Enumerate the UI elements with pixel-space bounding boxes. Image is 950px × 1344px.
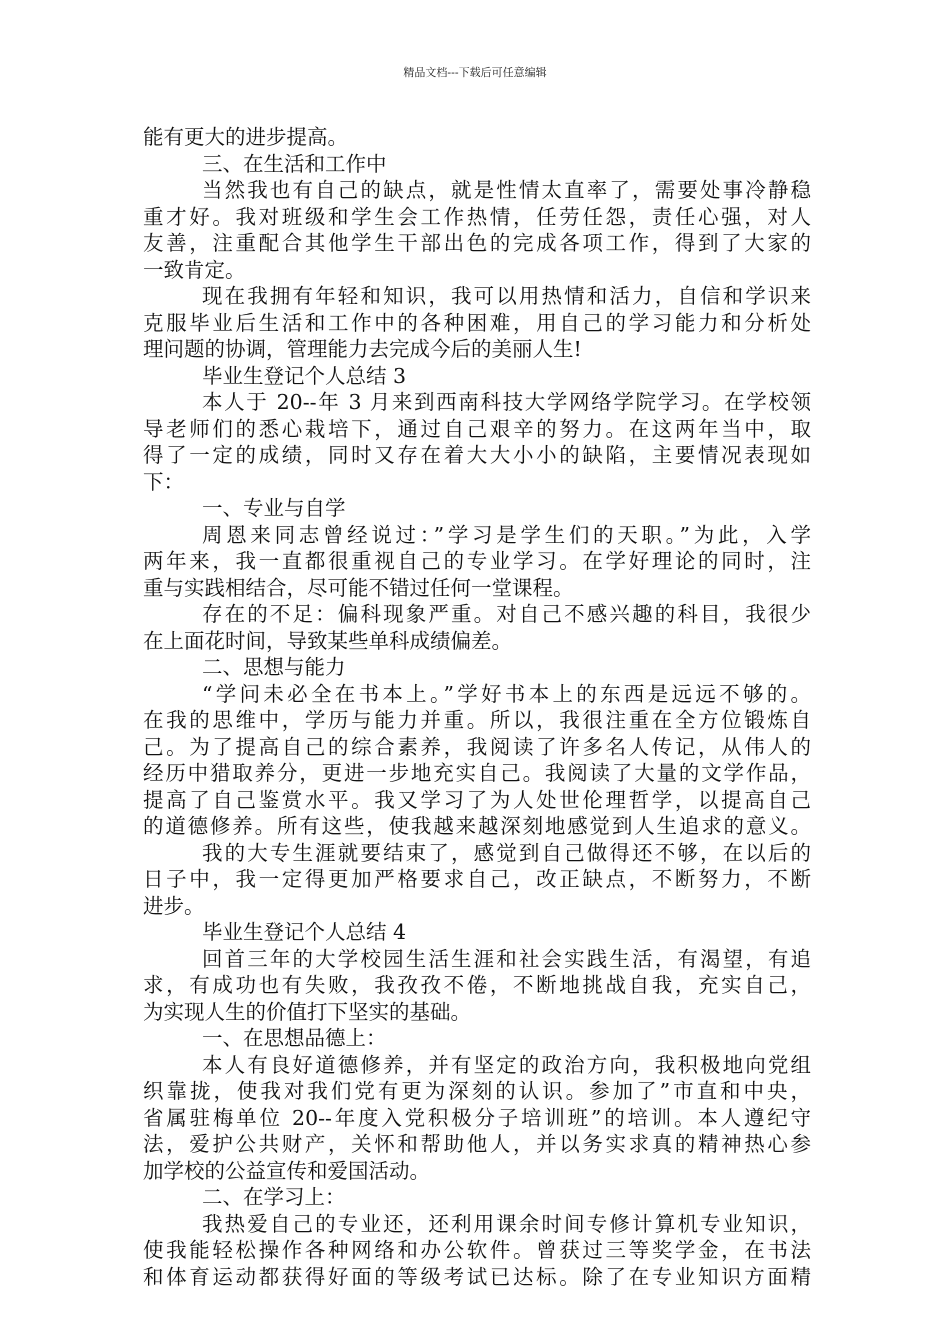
text-line: 省属驻梅单位 20--年度入党积极分子培训班”的培训。本人遵纪守 <box>143 1105 811 1130</box>
text-line: 当然我也有自己的缺点，就是性情太直率了，需要处事冷静稳 <box>202 178 811 202</box>
text-line: 二、思想与能力 <box>202 655 346 679</box>
document-body <box>143 124 811 1290</box>
text-line: 使我能轻松操作各种网络和办公软件。曾获过三等奖学金，在书法 <box>143 1238 811 1262</box>
text-line: 经历中猎取养分，更进一步地充实自己。我阅读了大量的文学作品， <box>143 761 811 785</box>
text-line: 两年来，我一直都很重视自己的专业学习。在学好理论的同时，注 <box>143 549 811 573</box>
text-line: 织靠拢，使我对我们党有更为深刻的认识。参加了”市直和中央， <box>143 1079 811 1103</box>
text-line: 周恩来同志曾经说过：”学习是学生们的天职。”为此，入学 <box>202 522 811 547</box>
text-line: 为实现人生的价值打下坚实的基础。 <box>143 999 471 1024</box>
text-line: 在我的思维中，学历与能力并重。所以，我很注重在全方位锻炼自 <box>143 708 811 732</box>
text-line: 加学校的公益宣传和爱国活动。 <box>143 1158 430 1183</box>
text-line: “学问未必全在书本上。”学好书本上的东西是远远不够的。 <box>202 681 811 706</box>
text-line: 回首三年的大学校园生活生涯和社会实践生活，有渴望，有追 <box>202 946 811 971</box>
text-line: 本人于 20--年 3 月来到西南科技大学网络学院学习。在学校领 <box>202 390 811 414</box>
text-line: 本人有良好道德修养，并有坚定的政治方向，我积极地向党组 <box>202 1052 811 1077</box>
text-line: 重才好。我对班级和学生会工作热情，任劳任怨，责任心强，对人 <box>143 204 811 229</box>
text-line: 友善，注重配合其他学生干部出色的完成各项工作，得到了大家的 <box>143 231 811 255</box>
text-line: 克服毕业后生活和工作中的各种困难，用自己的学习能力和分析处 <box>143 310 811 335</box>
text-line: 毕业生登记个人总结 4 <box>202 920 407 944</box>
text-line: 存在的不足：偏科现象严重。对自己不感兴趣的科目，我很少 <box>202 602 811 626</box>
text-line: 己。为了提高自己的综合素养，我阅读了许多名人传记，从伟人的 <box>143 734 811 759</box>
text-line: 导老师们的悉心栽培下，通过自己艰辛的努力。在这两年当中，取 <box>143 416 811 441</box>
text-line: 进步。 <box>143 893 205 918</box>
text-line: 我热爱自己的专业还，还利用课余时间专修计算机专业知识， <box>202 1211 811 1236</box>
text-line: 毕业生登记个人总结 3 <box>202 363 407 388</box>
text-line: 理问题的协调，管理能力去完成今后的美丽人生! <box>143 337 582 361</box>
text-line: 得了一定的成绩，同时又存在着大大小小的缺陷，主要情况表现如 <box>143 443 811 467</box>
text-line: 一、在思想品德上： <box>202 1026 387 1050</box>
text-line: 下： <box>143 469 184 494</box>
page-header: 精品文档---下载后可任意编辑 <box>403 66 547 79</box>
text-line: 求，有成功也有失败，我孜孜不倦，不断地挑战自我，充实自己， <box>143 973 811 997</box>
text-line: 三、在生活和工作中 <box>202 151 387 176</box>
text-line: 的道德修养。所有这些，使我越来越深刻地感觉到人生追求的意义。 <box>143 814 811 838</box>
text-line: 提高了自己鉴赏水平。我又学习了为人处世伦理哲学，以提高自己 <box>143 787 811 812</box>
text-line: 我的大专生涯就要结束了，感觉到自己做得还不够，在以后的 <box>202 840 811 865</box>
text-line: 现在我拥有年轻和知识，我可以用热情和活力，自信和学识来 <box>202 284 811 308</box>
text-line: 二、在学习上： <box>202 1185 346 1209</box>
text-line: 能有更大的进步提高。 <box>143 125 348 149</box>
text-line: 一致肯定。 <box>143 257 246 282</box>
text-line: 重与实践相结合，尽可能不错过任何一堂课程。 <box>143 575 574 600</box>
text-line: 在上面花时间，导致某些单科成绩偏差。 <box>143 628 512 653</box>
text-line: 和体育运动都获得好面的等级考试已达标。除了在专业知识方面精 <box>143 1264 811 1289</box>
text-line: 法，爱护公共财产，关怀和帮助他人，并以务实求真的精神热心参 <box>143 1132 811 1156</box>
text-line: 一、专业与自学 <box>202 496 346 520</box>
text-line: 日子中，我一定得更加严格要求自己，改正缺点，不断努力，不断 <box>143 867 811 891</box>
